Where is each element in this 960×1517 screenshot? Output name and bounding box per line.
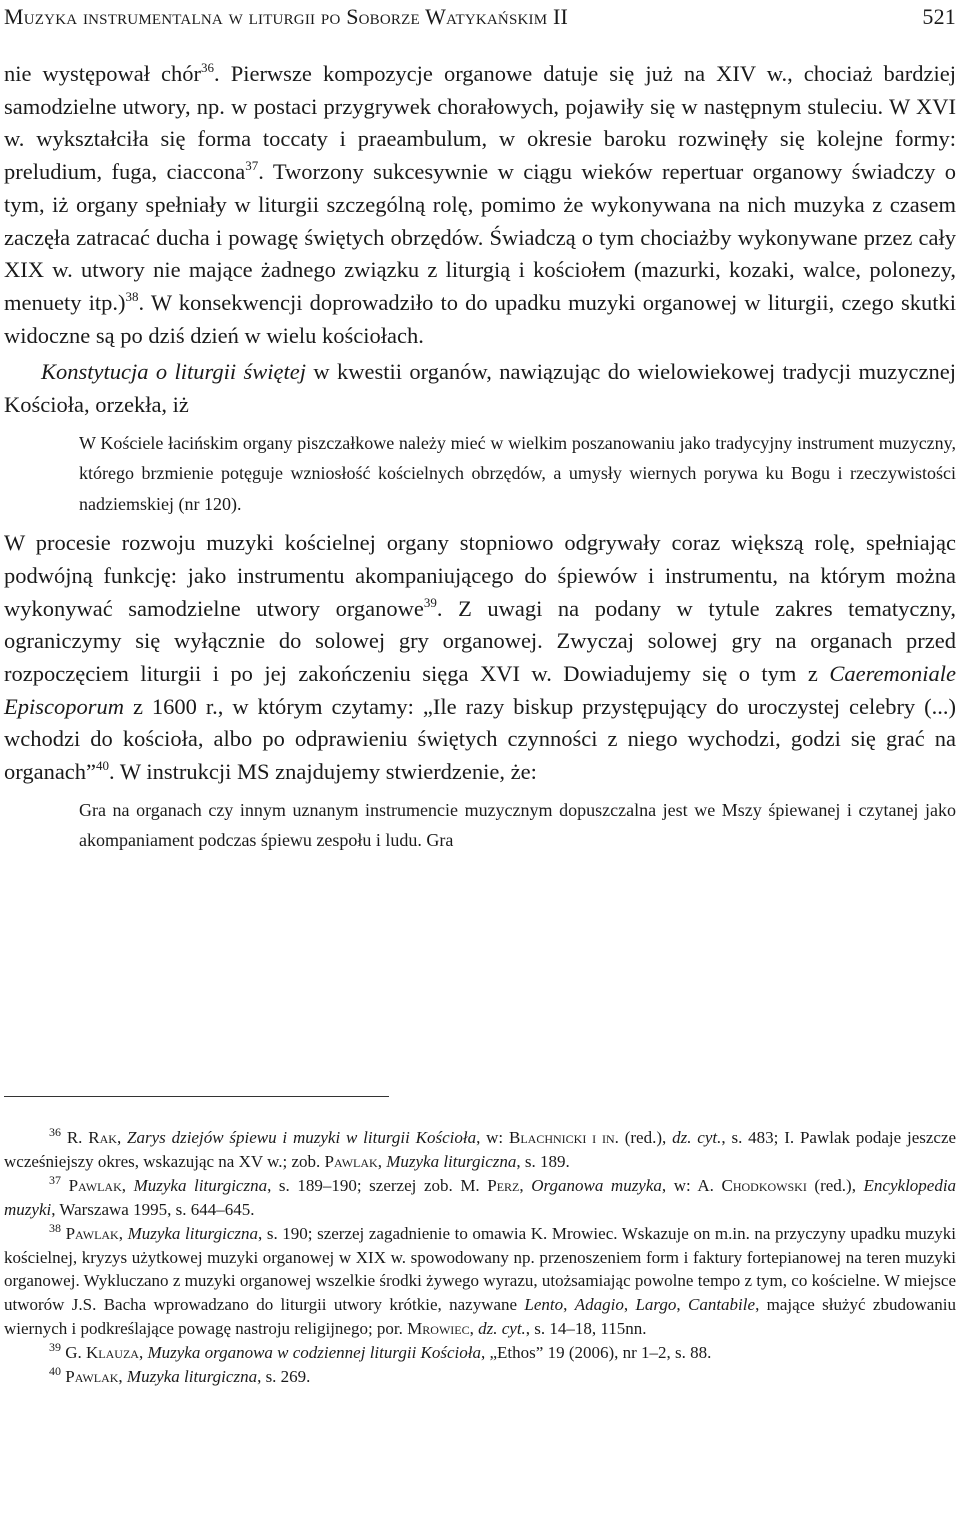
work-title: Muzyka liturgiczna	[126, 1367, 258, 1387]
footnote-ref-40: 40	[96, 758, 110, 774]
text-run: ,	[519, 1175, 532, 1195]
text-run: ,	[469, 1319, 479, 1339]
footnote-37	[4, 1174, 956, 1222]
footnote-number: 40	[49, 1364, 61, 1379]
block-quote-1: W Kościele łacińskim organy piszczałkowe należy mieć w wielkim poszanowaniu jako tradycyjny instrument muzyczny, którego brzmienie potęguje wzniosłość kościelnych obrzędów, a umysły wiernych porywa ku Bogu i rzeczywistości nadziemskiej (nr 120).	[79, 432, 956, 514]
text-run: . Pierwsze kompozycje organowe datuje się już na XIV w., chociaż bardziej samodzielne utwory, np. w postaci przygrywek chorałowych, pojawiły się w następnym stuleciu. W XVI w. wykształciła się forma toccaty i praeambulum, w okresie baroku rozwinęły się kolejne formy: preludium, fuga, ciaccona	[4, 61, 956, 185]
author: Pawlak	[68, 1175, 122, 1195]
footnote-ref-39: 39	[423, 594, 437, 610]
text-run: , Warszawa 1995, s. 644–645.	[51, 1199, 255, 1219]
footnote-number: 38	[49, 1220, 61, 1235]
work-title: Zarys dziejów śpiewu i muzyki w liturgii Kościoła	[127, 1128, 477, 1147]
footnote-39	[4, 1341, 956, 1365]
text-run: (red.),	[806, 1175, 864, 1195]
text-run: , mające służyć zbudowaniu wiernych i podkreślające powagę nastroju religijnego; por.	[4, 1295, 956, 1339]
footnote-ref-37: 37	[245, 158, 259, 174]
text-run: ,	[563, 1295, 575, 1315]
text-run: . W konsekwencji doprowadziło to do upadku muzyki organowej w liturgii, czego skutki widoczne są po dziś dzień w wielu kościołach.	[4, 289, 956, 348]
author: Klauza	[86, 1343, 139, 1363]
text-run: ,	[377, 1151, 387, 1171]
main-text	[4, 58, 956, 856]
page-number: 521	[922, 4, 956, 29]
text-run: ,	[121, 1175, 134, 1195]
text-run: ,	[118, 1367, 127, 1387]
author: Pawlak	[65, 1367, 119, 1387]
text-run: , s. 269.	[257, 1367, 311, 1387]
tempo-term: Largo	[635, 1295, 677, 1315]
text-run: , w:	[476, 1128, 509, 1147]
text-run: ,	[623, 1295, 636, 1315]
footnote-ref-38: 38	[125, 288, 139, 304]
work-title: Muzyka liturgiczna	[386, 1151, 517, 1171]
source-title-italic: Caeremoniale Episcoporum	[4, 661, 956, 719]
text-run: . W instrukcji MS znajdujemy stwierdzenie, że:	[109, 759, 537, 785]
text-run: , s. 189–190; szerzej zob. M.	[267, 1175, 488, 1195]
author: Perz	[487, 1175, 520, 1195]
text-run: . Tworzony sukcesywnie w ciągu wieków repertuar organowy świadczy o tym, iż organy spełniały w liturgii szczególną rolę, pomimo że wykonywana na nich muzyka z czasem zaczęła zatracać ducha i powagę świętych obrzędów. Świadczą o tym chociażby wykonywane przez cały XIX w. utwory nie mające żadnego związku z liturgią i kościołem (mazurki, kozaki, walce, polonezy, menuety itp.)	[4, 159, 956, 315]
work-title: Muzyka organowa w codziennej liturgii Kościoła	[147, 1343, 481, 1363]
work-title: Muzyka liturgiczna	[127, 1223, 259, 1243]
text-run: , w: A.	[661, 1175, 722, 1195]
text-run: W procesie rozwoju muzyki kościelnej organy stopniowo odgrywały coraz większą rolę, spełniając podwójną funkcję: jako instrumentu akompaniującego do śpiewów i instrumentu, na którym można wykonywać samodzielne utwory organowe	[4, 530, 956, 621]
author: Pawlak	[65, 1223, 119, 1243]
footnote-separator	[4, 1096, 389, 1097]
tempo-term: Cantabile	[688, 1295, 756, 1315]
text-run: ,	[138, 1343, 148, 1363]
text-run: , s. 190; szerzej zagadnienie to omawia K. Mrowiec. Wskazuje on m.in. na przyczyny upadku muzyki kościelnej, kryzys użytkowej muzyki organowej w XIX w. spowodowany np. przenoszeniem form i faktury fortepianowej na teren muzyki organowej. Wykluczano z muzyki organowej wszelkie środki żywego wyrazu, utożsamiając powolne tempo z tym, co kościelne. W miejsce utworów J.S. Bacha wprowadzano do liturgii utwory krótkie, nazywane	[4, 1223, 957, 1315]
footnote-38	[4, 1222, 956, 1342]
footnote-ref-36: 36	[201, 60, 215, 75]
tempo-term: Adagio	[574, 1295, 624, 1315]
abbreviation: dz. cyt.	[478, 1319, 526, 1339]
author: Mrowiec	[407, 1319, 470, 1339]
author: R. Rak	[66, 1128, 117, 1147]
text-run: G.	[61, 1343, 87, 1363]
text-run: w kwestii organów, nawiązując do wielowiekowej tradycji muzycznej Kościoła, orzekła, iż	[4, 359, 956, 418]
text-run: ,	[676, 1295, 688, 1315]
work-title: Organowa muzyka	[531, 1175, 662, 1195]
footnote-number: 37	[49, 1172, 61, 1187]
footnote-number: 39	[49, 1340, 61, 1355]
paragraph-2	[4, 356, 956, 421]
text-run: ,	[118, 1223, 128, 1243]
block-quote-2: Gra na organach czy innym uznanym instrumencie muzycznym dopuszczalna jest we Mszy śpiewanej i czytanej jako akompaniament podczas śpiewu zespołu i ludu. Gra	[79, 799, 956, 851]
text-run: ,	[116, 1128, 128, 1147]
text-run: , s. 189.	[516, 1151, 570, 1171]
author: Pawlak	[324, 1151, 378, 1171]
text-run: nie występował chór	[4, 61, 202, 86]
tempo-term: Lento	[524, 1295, 564, 1315]
author: Blachnicki i in.	[509, 1128, 619, 1147]
document-title-italic: Konstytucja o liturgii świętej	[41, 359, 307, 385]
text-run: , s. 483; I. Pawlak podaje jeszcze wcześniejszy okres, wskazując na XV w.; zob.	[4, 1128, 957, 1171]
header-title: Muzyka instrumentalna w liturgii po Soborze Watykańskim II	[4, 4, 569, 29]
text-run: , s. 14–18, 115nn.	[525, 1319, 647, 1339]
text-run: . Z uwagi na podany w tytule zakres tematyczny, ograniczymy się wyłącznie do solowej gry organowej. Zwyczaj solowej gry na organach przed rozpoczęciem liturgii i po jej zakończeniu sięga XVI w. Dowiadujemy się o tym z	[4, 595, 957, 687]
work-title: Encyklopedia muzyki	[4, 1175, 957, 1219]
text-run: , „Ethos” 19 (2006), nr 1–2, s. 88.	[481, 1343, 712, 1363]
footnote-36	[4, 1126, 956, 1174]
author: Chodkowski	[721, 1175, 807, 1195]
text-run: (red.),	[618, 1128, 673, 1147]
footnote-40	[4, 1365, 956, 1389]
footnote-number: 36	[49, 1125, 61, 1139]
paragraph-1	[4, 58, 956, 352]
running-header	[4, 4, 956, 34]
paragraph-3	[4, 527, 956, 789]
work-title: Muzyka liturgiczna	[133, 1175, 268, 1195]
text-run: z 1600 r., w którym czytamy: „Ile razy biskup przystępujący do uroczystej celebry (...) wchodzi do kościoła, albo po odprawieniu świętych czynności z niego wychodzi, godzi się grać na organach”	[4, 693, 956, 785]
abbreviation: dz. cyt.	[672, 1128, 722, 1147]
footnotes	[4, 1126, 956, 1389]
